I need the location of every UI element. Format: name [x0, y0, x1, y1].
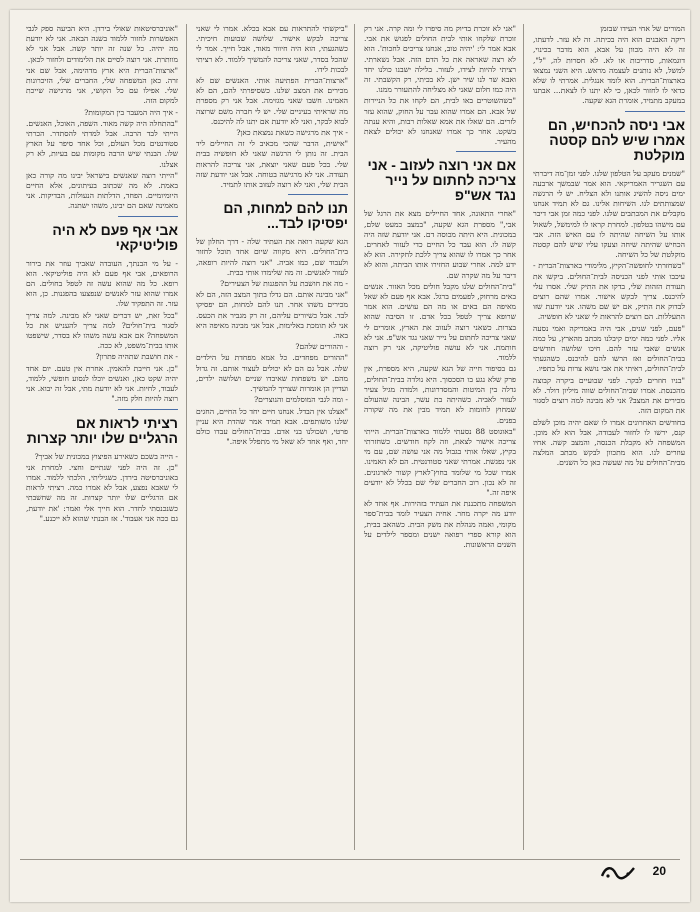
article-paragraph: "אצלנו אין הבדל. אנחנו חיים יחד כל החיים, החגים שלנו משותפים. אבא תמיד אמר שהדת היא עניין פרטי, ושכולנו בני אדם. בבית־החולים עבדו כולם יחד, ואף אחד לא שאל מי מתפלל איפה." — [196, 406, 348, 447]
article-paragraph: "ההורים מפחדים. כל אמא מפחדת על הילדים שלה. אבל גם הם לא יכולים לעצור אותם. זה גדול מהם. יש משפחות שאיבדו שניים ושלושה ילדים, ועדיין הן אומרות שצריך להמשיך. — [196, 353, 348, 394]
section-headline: רציתי לראות אם הרגליים שלו יותר קצרות — [26, 414, 178, 446]
article-paragraph: "באוגוסט 88 נסעתי ללמוד בארצות־הברית. הייתי צריכה אישור לצאת, וזה לקח חודשים. כשחזרתי בקיץ, שאלו אותי בגבול מה אני עושה שם, עם מי אני נפגשת. אמרתי שאני סטודנטית. הם לא האמינו. אמרו שכל מי שלומד בחוץ־לארץ קשור לארגונים. זה לא נכון. רוב החברים שלי שם בכלל לא יודעים איפה זה." — [364, 426, 516, 497]
article-paragraph: - ומה לגבי המוסלמים והנוצרים? — [254, 395, 348, 405]
headline-underline — [288, 194, 348, 195]
article-paragraph: "כשהשוטרים באו לבית, הם לקחו את כל הניירות של אבא. הם אמרו שהוא עבר על החוק, שהוא עזר לזרים. הם שאלו את אמא שאלות רבות, והיא ענתה בשקט. אחר כך אמרו שאנחנו לא יכולים לצאת מהעיר. — [364, 96, 516, 147]
article-paragraph: המורים של אחי העידו שבזמן — [600, 24, 685, 33]
article-paragraph: "פעם, לפני שנים, אבי היה באמריקה ואמי נסעה אליו. לפני כמה ימים קיבלנו מכתב מהארץ, על כמה אנשים שאבי עזר להם. חיכו שלושה חודשים בבית־החולים ואז הרשו להם להיכנס. כשהגעתי לבית־החולים, ראיתי את אבי נושא צרות על כתפיו. — [533, 323, 685, 374]
page-footer — [20, 859, 680, 884]
article-paragraph: "ביקשתי להתראות עם אבא בכלא. אמרו לי שאני צריכה לבקש אישור. שלושה שבועות חיכיתי. כשהגעתי, הוא היה חיוור מאוד, אבל חייך. אמר לי שהכל בסדר, שאני צריכה להמשיך ללמוד. לא רציתי לבכות לידו. — [196, 24, 348, 74]
article-paragraph: "אישית, הדבר שהכי מכאיב לי זה החיילים ליד הבית. זה נותן לי הרגשה שאני לא חופשיה בבית שלי. בכל פעם שאני יוצאת, אני צריכה להראות תעודה. אני לא מרגישה בטוחה. אבל אני יודעת שזה הבית שלי, ואני לא רוצה לעזוב אותו לתמיד. — [196, 139, 348, 190]
article-paragraph: - איך היה המעבר בין המקומות? — [84, 107, 178, 117]
headline-underline — [456, 151, 516, 152]
article-paragraph: "כן. אני חייבת להאמין. אחרת אין טעם. יום אחד יהיה שקט כאן, ואנשים יוכלו לנסוע חופשי, ללמוד, לעבוד, לחיות. אני לא יודעת מתי, אבל זה יבוא. אני רוצה להיות חלק מזה." — [26, 363, 178, 404]
article-paragraph: המשפחה מתכננת את העתיד בזהירות. אף אחד לא יודע מה יקרה מחר. אחיה הצעיר לומד בבית־ספר מקומי, ואמה מנהלת את משק הבית. כשהאב בבית, הוא קורא ספרי רפואה ישנים ומספר לילדים על השנים הראשונות. — [364, 499, 516, 549]
article-paragraph: "אני לא זוכרת בדיוק מה סיפרו לי ומה קרה. אני רק זוכרת שלקחו אותי לבית החולים לפגוש את אבי. אבא אמר לי: 'יהיה טוב, אנחנו צריכים לחכות'. הוא לא רצה שאראה את כל הדם הזה. אבל נשארתי. רציתי להיות לצידו, לעזור. בלילה ישבנו כולנו יחד ואבא שר לנו שיר ישן. לא בכיתי, רק הקשבתי. זה היה כמו חלום שאני לא מצליחה להתעורר ממנו. — [364, 24, 516, 95]
column-1 — [533, 24, 685, 850]
headline-underline — [625, 111, 685, 112]
article-paragraph: - איך את מרגישה כשאת נמצאת כאן? — [236, 128, 348, 138]
section-headline: אבי ניסה להכחיש, הם אמרו שיש להם קסטה מוקלטת — [547, 116, 685, 163]
article-paragraph: "בכל זאת, יש דברים שאני לא מבינה. למה צריך לסגור בית־חולים? למה צריך להעניש את כל המשפחה? אם אבא עשה משהו לא בסדר, שישפטו אותו בבית־משפט, לא ככה. — [26, 310, 178, 351]
headline-underline — [118, 409, 178, 410]
article-paragraph: "שמנים מעקב על הטלפון שלנו. לפני זמן־מה דיברתי עם השגריר האמריקאי. הוא אמר שבמשך ארבעה ימים ניסה להשיג אותנו ולא הצליח. יש לי הרגשה שמצותתים לנו. השיחות אלינו. גם לא תמיד אנחנו מקבלים את המכתבים שלנו. לפני כמה זמן אבי דיבר עם מישהו בטלפון. למחרת קראו לו למימשל, לשאול אותו על השיחה שהיתה לו עם האיש הזה. אבי הכחיש שהיתה שיחה וצעקו עליו שיש להם קסטה מוקלטת של כל השיחה. — [533, 168, 685, 260]
article-paragraph: "כשחזרתי לחופשה־הקיץ, מלימודי בארצות־הברית - עיכבו אותי לפני הכניסה לבית־החולים. ביקשו את תעודת הזהות שלי, בדקו את התיק שלי. אסרו עלי להיכנס. צריך לבקש אישור. אמרו שהם רוצים לבדוק את התיק, אם יש שם משהו. אני יודעת שזו התעללות. הם רוצים להראות לי שאני לא חופשיה. — [533, 261, 685, 322]
newspaper-page — [10, 10, 690, 902]
article-paragraph: בחודשים האחרונים אמרו לו שאם יהיה מוכן לשלם קנס, ירשו לו לחזור לעבודה, אבל הוא לא מוכן. המשפחה לא מקבלת הכנסה, והמצב קשה. אחיו עוזרים לנו. הוא מתכוון לבקש מכתב המלצה מבית־החולים על מה שעשה כאן כל השנים. — [533, 417, 685, 468]
article-paragraph: - על מי הבנתך, העובדה שאביך עוזר את בירור הרופאים, אבי אף פעם לא היה פוליטיקאי. הוא רופא. כל מה שהוא עשה זה לטפל בחולים. הם אמרו שהוא עזר לאנשים שנפצעו בהפגנות. כן, הוא עזר. זה התפקיד שלו. — [26, 258, 178, 309]
article-paragraph: "כן. זה היה לפני שנתיים וחצי. למחרת אני באוניברסיטה בירדן. כשגיליתי, הלכתי ללמוד. אמרו לי שאבא נפצע, אבל לא אמרו כמה. רציתי לראות אם הרגליים שלו יותר קצרות. זה מה שחשבתי כשנכנסתי לחדר. הוא חייך אלי ואמר: 'את יודעת, גם ככה אני אעבוד'. אז הבנתי שהוא לא ייכנע." — [26, 462, 178, 523]
article-paragraph: הגא שקעה רואה את העתיד שלה - דרך החלון של בית־החולים. היא מקווה שיום אחד תוכל לחזור ולעבוד שם, כמו אביה. "אני רוצה להיות רופאה, לעזור לאנשים. זה מה שלימדו אותי בבית. — [196, 237, 348, 277]
article-paragraph: "אוניברסיטאות שאולי בירדן. היא הביעה ספק לגבי האפשרות לחזור ללמוד בשנה הבאה. אני לא יודעת מה יהיה. כל שנה זה יותר קשה. אבל אני לא מוותרת. אני רוצה לסיים את הלימודים ולחזור לכאן. — [26, 24, 178, 64]
section-headline: תנו להם למחות, הם יפסיקו לבד... — [223, 200, 348, 232]
article-paragraph: - וההורים שלהם? — [295, 342, 348, 352]
column-4 — [26, 24, 178, 850]
column-divider — [523, 24, 524, 850]
article-paragraph: "בית־החולים שלנו מקבל חולים מכל האזור. אנשים באים מרחוק, לפעמים ברגל. אבא אף פעם לא שאל מאיפה הם באים או מה הם עושים. הוא אמר שרופא צריך לטפל בכל אדם. זו הסיבה שהוא בצרות. כשאני רוצה לעזוב את הארץ, אומרים לי שאני צריכה לחתום על נייר שאני נגד אש"פ. אני לא חותמת. אני לא עושה פוליטיקה, אני רק רוצה ללמוד. — [364, 281, 516, 363]
column-divider — [186, 24, 187, 850]
article-paragraph: "ארצות־הברית הפתיעה אותי. האנשים שם לא מכירים את המצב שלנו. כשסיפרתי להם, הם לא האמינו. חשבו שאני מגזימה. אבל אני רק מספרת מה שראיתי בעיניים שלי. יש לי חברה משם שרוצה לבוא לבקר, ואני לא יודעת אם יתנו לה להיכנס. — [196, 76, 348, 126]
article-paragraph: - את חושבת שתהיה פתרון? — [95, 352, 178, 362]
article-paragraph: "אני מבינה אותם. הם גדלו בתוך המצב הזה, הם לא מכירים משהו אחר. תנו להם למחות, הם יפסיקו לבד. אבל כשיורים עליהם, זה רק מגביר את הכעס. אני לא תומכת באלימות, אבל אני מבינה מאיפה היא באה. — [196, 290, 348, 341]
article-paragraph: - מה את חושבת על ההפגנות של הצעירים? — [220, 279, 348, 289]
publication-logo-icon — [598, 862, 638, 880]
article-paragraph: - הייה בשכם כשאירע הפיצוץ במכונית של אביך? — [34, 451, 178, 461]
column-divider — [354, 24, 355, 850]
article-paragraph: "הייתי רוצה שאנשים בישראל יבינו מה קורה כאן באמת. לא מה שכתוב בעיתונים, אלא החיים היומיומיים. הפחד, הדלתות הנעולות, הבדיקות. אני מאמינה שאם הם יבינו, משהו ישתנה. — [26, 170, 178, 211]
article-paragraph: "בהתחלה היה קשה מאוד. השפה, האוכל, האנשים. הייתי לבד הרבה. אבל למדתי להסתדר. הכרתי סטודנטים מכל העולם, וכל אחד סיפר על הארץ שלו. הבנתי שיש הרבה מקומות עם בעיות, לא רק אצלנו. — [26, 118, 178, 169]
section-headline: אבי אף פעם לא היה פוליטיקאי — [52, 221, 178, 253]
column-3 — [196, 24, 348, 850]
article-paragraph: גם בסיפור חייה של הגא שקעה, היא מספרת, אין פרק שלא נגע בו הסכסוך. היא נולדה בבית־החולים, גדלה בין המיטות והמסדרונות, ולמדה מגיל צעיר לעזור לאביה. כשהיתה בת עשר, הבינה שהעולם שמחוץ לחומות לא תמיד מבין את מה שקורה בפנים. — [364, 364, 516, 425]
article-paragraph: ריקה האבנים הוא היה בכיתה. זה לא עזר. לדעתו, זה לא היה מכוון על אבא, הוא מדבר בכינוי, דוגמאות, סדריכות או לא. לא חסרות לה, "ל", למשל, לא נותנים לעצמה מראש. היא השני נמצאו בארצות־הברית. הוא לומד אנגלית. אמרתי לו שלא כדאי לו לחזור לכאן, כי לא יתנו לו לצאת... אבתנו במעקב מתמיד, אומרת הגא שקעה. — [533, 35, 685, 106]
page-number: 20 — [652, 864, 666, 878]
article-paragraph: "בניו חוזרים לבקר. לפני שבועיים ביקרה קבוצה מהכנסת. אמרו שבית־החולים שווה מיליון דולר. לא מכירים את המצב? אני לא מבינה למה רוצים לסגור את המקום הזה. — [533, 375, 685, 416]
section-headline: אם אני רוצה לעזוב - אני צריכה לחתום על נייר נגד אש"פ — [367, 157, 516, 204]
column-2 — [364, 24, 516, 850]
article-paragraph: "ארצות־הברית היא ארץ מדהימה, אבל שם אני זרה. כאן המשפחה שלי, החברים שלי, הזיכרונות שלי. אפילו עם כל הקושי, אני מרגישה שייכת למקום הזה. — [26, 65, 178, 106]
headline-underline — [118, 216, 178, 217]
article-paragraph: "אחרי התאונה, אחד החיילים מצא את הרגל של אבי," מספרת הגא שקעה, "במצב כמעט שלם, במכונית. היא היתה מכוסה דם. אני יודעת שזה היה קשה לו. הוא עבד כל החיים כדי לעזור לאחרים. אחר כך אמרו לו שהוא צריך ללכת לחקירה. הוא לא ידע למה. אחרי שבוע החזירו אותו הביתה, והוא לא דיבר על מה שקרה שם. — [364, 209, 516, 280]
